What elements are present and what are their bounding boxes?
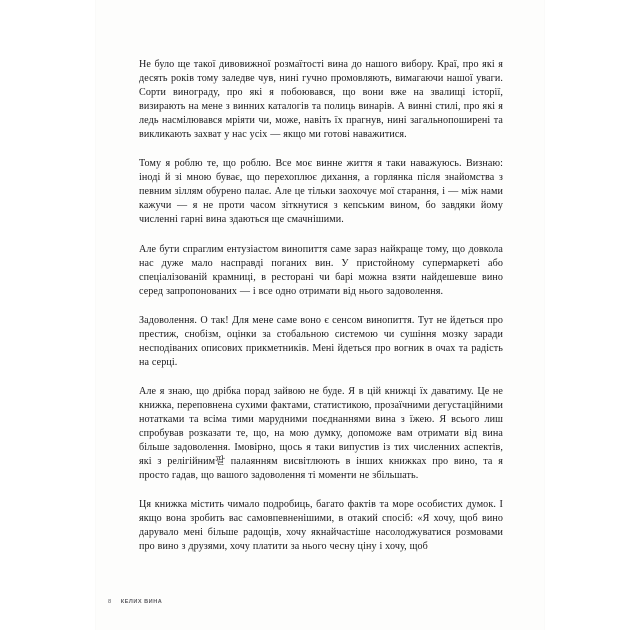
- paragraph: Ця книжка містить чимало подробиць, багато фактів та море особистих думок. І якщо вона зробить вас самовпевненішими, в отакий спосіб: «Я хочу, щоб вино дарувало мені більше радощів, хочу якнайчастіше насолоджуватися розмовами про вино з друзями, хочу платити за нього чесну ціну і хочу, щоб: [139, 499, 503, 553]
- paragraph: Задоволення. О так! Для мене саме воно є сенсом винопиття. Тут не йдеться про престиж, снобізм, оцінки за стобальною системою чи сушіння мозку заради несподіваних описових прикметників. Мені йдеться про вогник в очах та радість на серці.: [139, 314, 503, 368]
- body-text-column: [139, 58, 503, 554]
- paragraph: Не було ще такої дивовижної розмаїтості вина до нашого вибору. Краї, про які я десять років тому заледве чув, нині гучно промовляють, вимагаючи нашої уваги. Сорти винограду, про які я побоювався, що вони вже на звалищі історії, визирають на мене з винних каталогів та полиць винарів. А винні стилі, про які я ледь насмілювався мріяти чи, може, навіть їх прагнув, нині загальнопоширені та викликають захват у нас усіх — якщо ми готові наважитися.: [139, 59, 503, 141]
- paragraph: Але я знаю, що дрібка порад зайвою не буде. Я в цій книжці їх даватиму. Це не книжка, переповнена сухими фактами, статистикою, прозаїчними дегустаційними нотатками та всіма тими марудними поєднаннями вина з їжею. Я всього лиш спробував розказати те, що, на мою думку, допоможе вам отримати від вина більше задоволення. Імовірно, щось я таки випустив із тих численних аспектів, які з релігійним팔 палаянням висвітлюють в інших книжках про вино, та я просто гадав, що вашого задоволення ті моменти не збільшать.: [139, 385, 503, 482]
- paragraph: Тому я роблю те, що роблю. Все моє винне життя я таки наважуюсь. Визнаю: іноді й зі мною буває, що перехоплює дихання, а горлянка після знайомства з певним зіллям обурено палає. Але це тільки заохочує мої старання, і — між нами кажучи — я не проти часом зіткнутися з кепським вином, бо завдяки йому численні гарні вина здаються ще смачнішими.: [139, 158, 503, 226]
- paragraph: Але бути спраглим ентузіастом винопиття саме зараз найкраще тому, що довкола нас дуже мало насправді поганих вин. У пристойному супермаркеті або спеціалізованій крамниці, в ресторані чи барі можна взяти найдешевше вино серед запропонованих — і все одно отримати від нього задоволення.: [139, 243, 503, 297]
- running-head: КЕЛИХ ВИНА: [120, 599, 163, 605]
- page-footer: [108, 599, 162, 605]
- book-page-sheet: [95, 0, 545, 630]
- folio-number: 8: [108, 599, 112, 605]
